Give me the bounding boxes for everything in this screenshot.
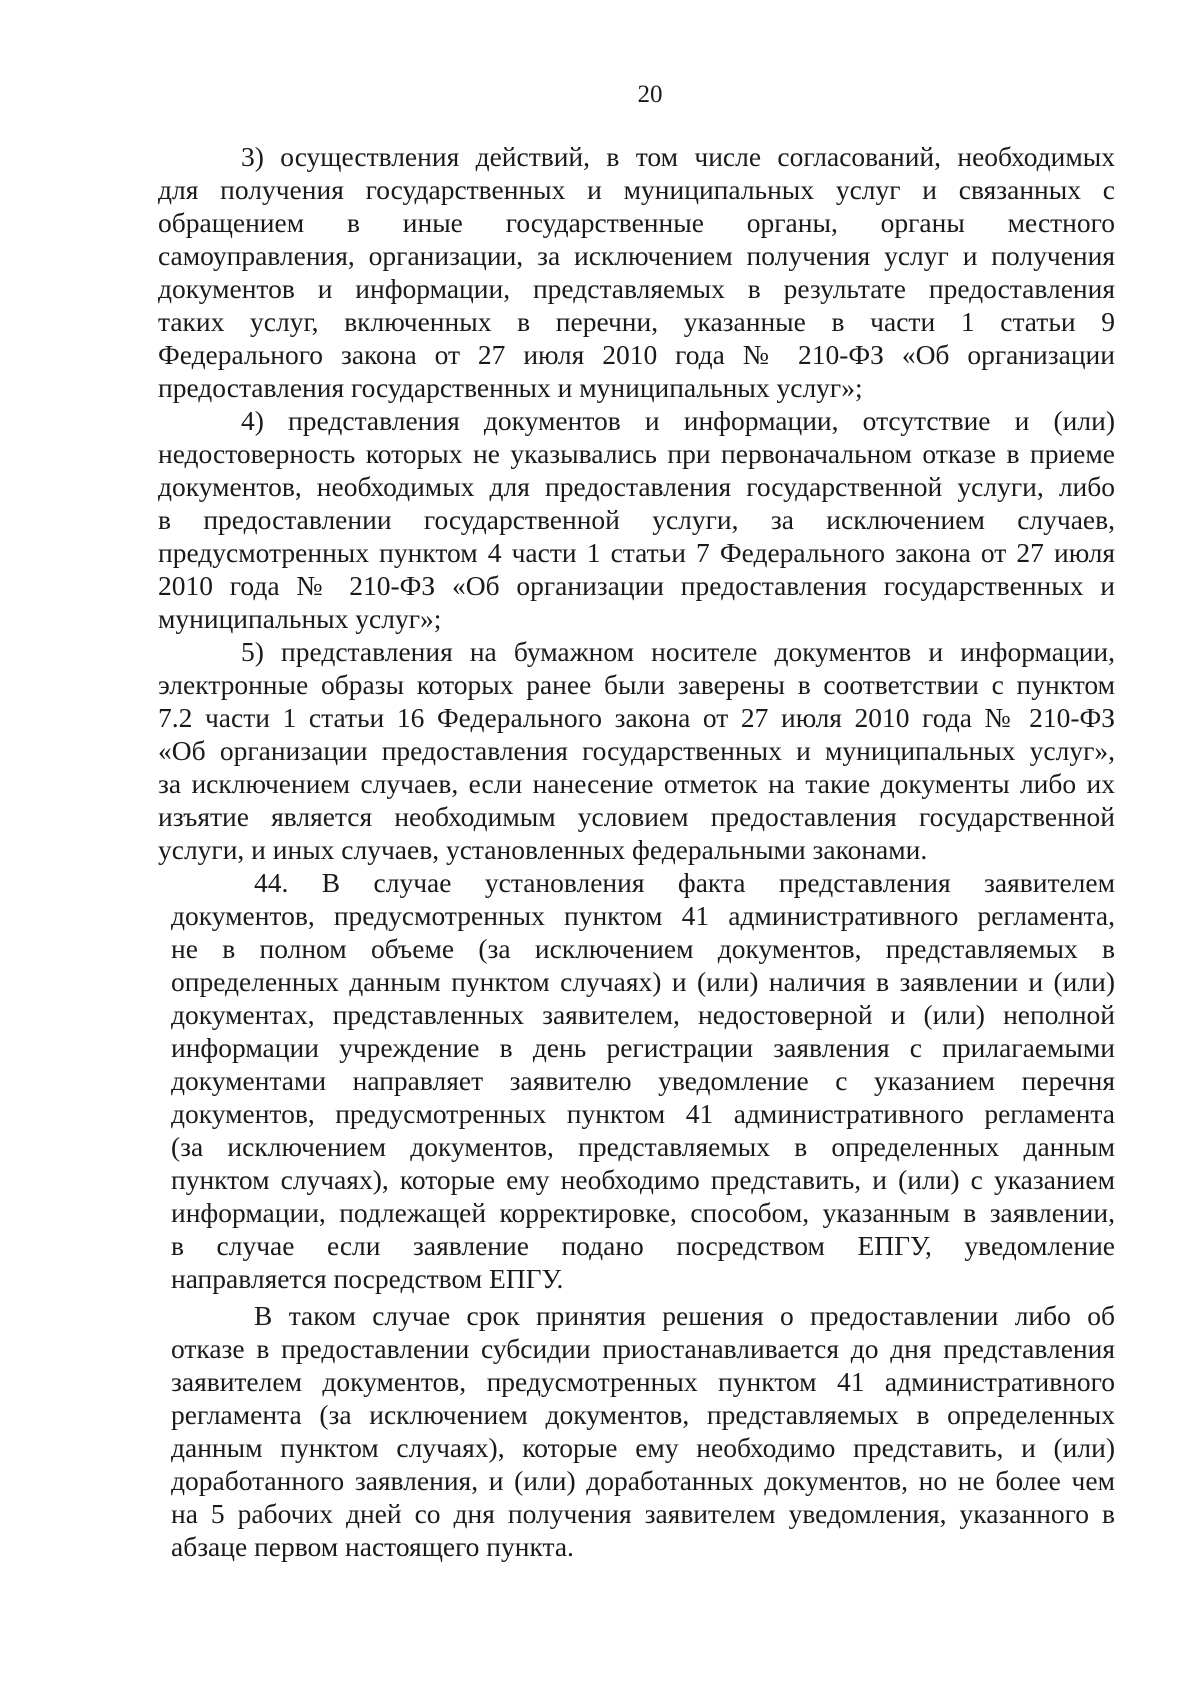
text-line: обращением в иные государственные органы, органы местного: [158, 207, 1115, 238]
text-line: заявителем документов, предусмотренных пунктом 41 административного: [171, 1366, 1115, 1397]
text-line: определенных данным пунктом случаях) и (или) наличия в заявлении и (или): [171, 966, 1115, 997]
paragraph-first-line: 3) осуществления действий, в том числе согласований, необходимых: [241, 141, 1115, 172]
text-line: предусмотренных пунктом 4 части 1 статьи 7 Федерального закона от 27 июля: [158, 537, 1115, 568]
text-line: Федерального закона от 27 июля 2010 года № 210-ФЗ «Об организации: [158, 339, 1115, 370]
body-text: [158, 140, 1115, 1563]
text-line: направляется посредством ЕПГУ.: [171, 1263, 564, 1294]
text-line: предоставления государственных и муниципальных услуг»;: [158, 372, 863, 403]
text-line: 2010 года № 210-ФЗ «Об организации предоставления государственных и: [158, 570, 1115, 601]
text-line: документами направляет заявителю уведомление с указанием перечня: [171, 1065, 1115, 1096]
text-line: информации, подлежащей корректировке, способом, указанным в заявлении,: [171, 1197, 1115, 1228]
text-line: отказе в предоставлении субсидии приостанавливается до дня представления: [171, 1333, 1115, 1364]
paragraph-first-line: 5) представления на бумажном носителе документов и информации,: [241, 636, 1115, 667]
text-line: на 5 рабочих дней со дня получения заявителем уведомления, указанного в: [171, 1498, 1115, 1529]
paragraph-first-line: В таком случае срок принятия решения о предоставлении либо об: [254, 1300, 1115, 1331]
paragraph-first-line: 4) представления документов и информации, отсутствие и (или): [241, 405, 1115, 436]
text-line: услуги, и иных случаев, установленных федеральными законами.: [158, 834, 928, 865]
text-line: регламента (за исключением документов, представляемых в определенных: [171, 1399, 1115, 1430]
text-line: не в полном объеме (за исключением документов, представляемых в: [171, 933, 1115, 964]
page-number: 20: [637, 81, 663, 108]
text-line: документов, предусмотренных пунктом 41 административного регламента: [171, 1098, 1115, 1129]
text-line: в предоставлении государственной услуги, за исключением случаев,: [158, 504, 1115, 535]
text-line: документов, необходимых для предоставления государственной услуги, либо: [158, 471, 1115, 502]
text-line: муниципальных услуг»;: [158, 603, 442, 634]
text-line: (за исключением документов, представляемых в определенных данным: [171, 1131, 1115, 1162]
text-line: для получения государственных и муниципальных услуг и связанных с: [158, 174, 1115, 205]
text-line: документов, предусмотренных пунктом 41 административного регламента,: [171, 900, 1115, 931]
text-line: пунктом случаях), которые ему необходимо представить, и (или) с указанием: [171, 1164, 1115, 1195]
text-line: таких услуг, включенных в перечни, указанные в части 1 статьи 9: [158, 306, 1115, 337]
text-line: за исключением случаев, если нанесение отметок на такие документы либо их: [158, 768, 1115, 799]
text-line: информации учреждение в день регистрации заявления с прилагаемыми: [171, 1032, 1115, 1063]
text-line: электронные образы которых ранее были заверены в соответствии с пунктом: [158, 669, 1115, 700]
text-line: доработанного заявления, и (или) доработанных документов, но не более чем: [171, 1465, 1115, 1496]
text-line: данным пунктом случаях), которые ему необходимо представить, и (или): [171, 1432, 1115, 1463]
text-line: самоуправления, организации, за исключением получения услуг и получения: [158, 240, 1115, 271]
text-line: документах, представленных заявителем, недостоверной и (или) неполной: [171, 999, 1115, 1030]
text-line: недостоверность которых не указывались при первоначальном отказе в приеме: [158, 438, 1115, 469]
text-line: абзаце первом настоящего пункта.: [171, 1531, 574, 1562]
text-line: изъятие является необходимым условием предоставления государственной: [158, 801, 1115, 832]
text-line: 7.2 части 1 статьи 16 Федерального закона от 27 июля 2010 года № 210-ФЗ: [158, 702, 1115, 733]
text-line: «Об организации предоставления государственных и муниципальных услуг»,: [158, 735, 1115, 766]
text-line: документов и информации, представляемых в результате предоставления: [158, 273, 1115, 304]
paragraph-first-line: 44. В случае установления факта представления заявителем: [254, 867, 1115, 898]
text-line: в случае если заявление подано посредством ЕПГУ, уведомление: [171, 1230, 1115, 1261]
